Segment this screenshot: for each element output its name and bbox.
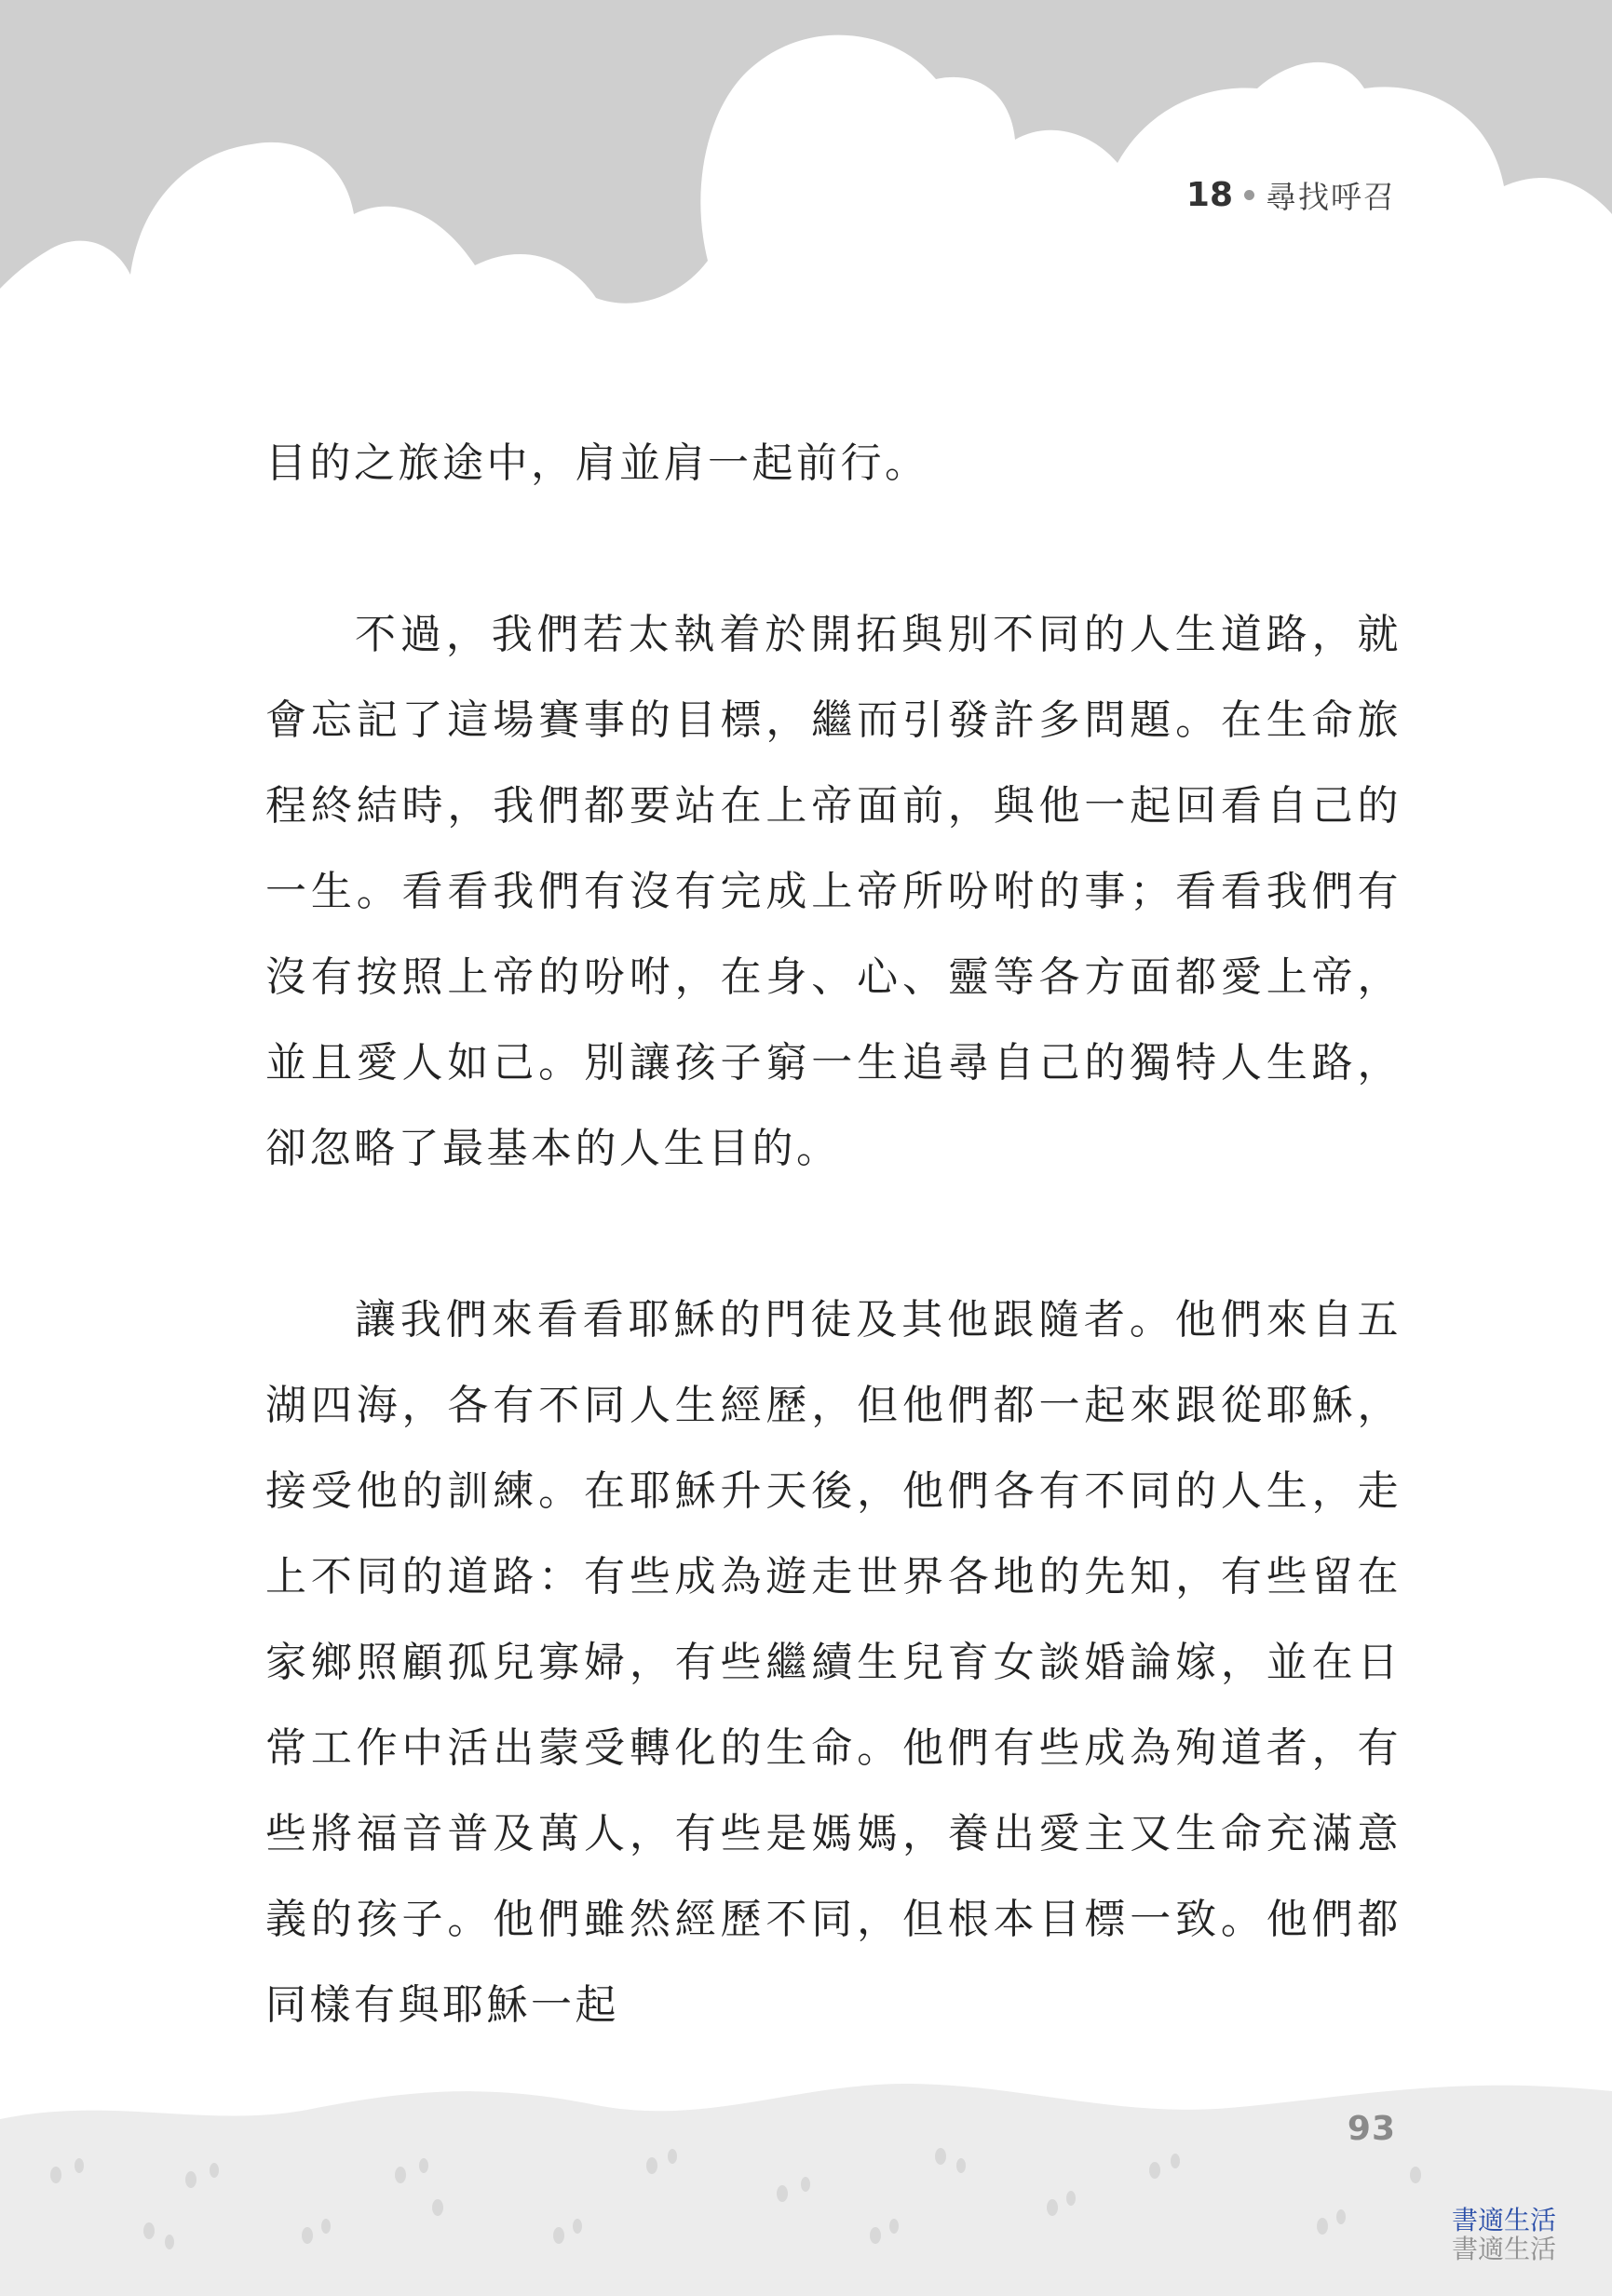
watermark-text-secondary: 書適生活 — [1451, 2234, 1556, 2264]
watermark — [1370, 2206, 1556, 2263]
watermark-text-primary: 書適生活 — [1451, 2205, 1556, 2235]
body-text — [265, 421, 1402, 2048]
page-number: 93 — [1347, 2110, 1396, 2148]
paragraph: 不過，我們若太執着於開拓與別不同的人生道路，就會忘記了這場賽事的目標，繼而引發許多問題。在生命旅程終結時，我們都要站在上帝面前，與他一起回看自己的一生。看看我們有沒有完成上帝所吩咐的事；看看我們有沒有按照上帝的吩咐，在身、心、靈等各方面都愛上帝，並且愛人如己。別讓孩子窮一生追尋自己的獨特人生路，卻忽略了最基本的人生目的。 — [265, 611, 1402, 1172]
bullet-dot-icon — [1244, 190, 1254, 200]
paragraph: 目的之旅途中，肩並肩一起前行。 — [265, 439, 929, 487]
chapter-number: 18 — [1185, 176, 1233, 214]
cloud-banner — [0, 0, 1612, 335]
running-header — [1186, 173, 1396, 217]
paragraph: 讓我們來看看耶穌的門徒及其他跟隨者。他們來自五湖四海，各有不同人生經歷，但他們都一起來跟從耶穌，接受他的訓練。在耶穌升天後，他們各有不同的人生，走上不同的道路：有些成為遊走世界各地的先知，有些留在家鄉照顧孤兒寡婦，有些繼續生兒育女談婚論嫁，並在日常工作中活出蒙受轉化的生命。他們有些成為殉道者，有些將福音普及萬人，有些是媽媽，養出愛主又生命充滿意義的孩子。他們雖然經歷不同，但根本目標一致。他們都同樣有與耶穌一起 — [265, 1296, 1402, 2029]
chapter-title: 尋找呼召 — [1266, 179, 1396, 215]
